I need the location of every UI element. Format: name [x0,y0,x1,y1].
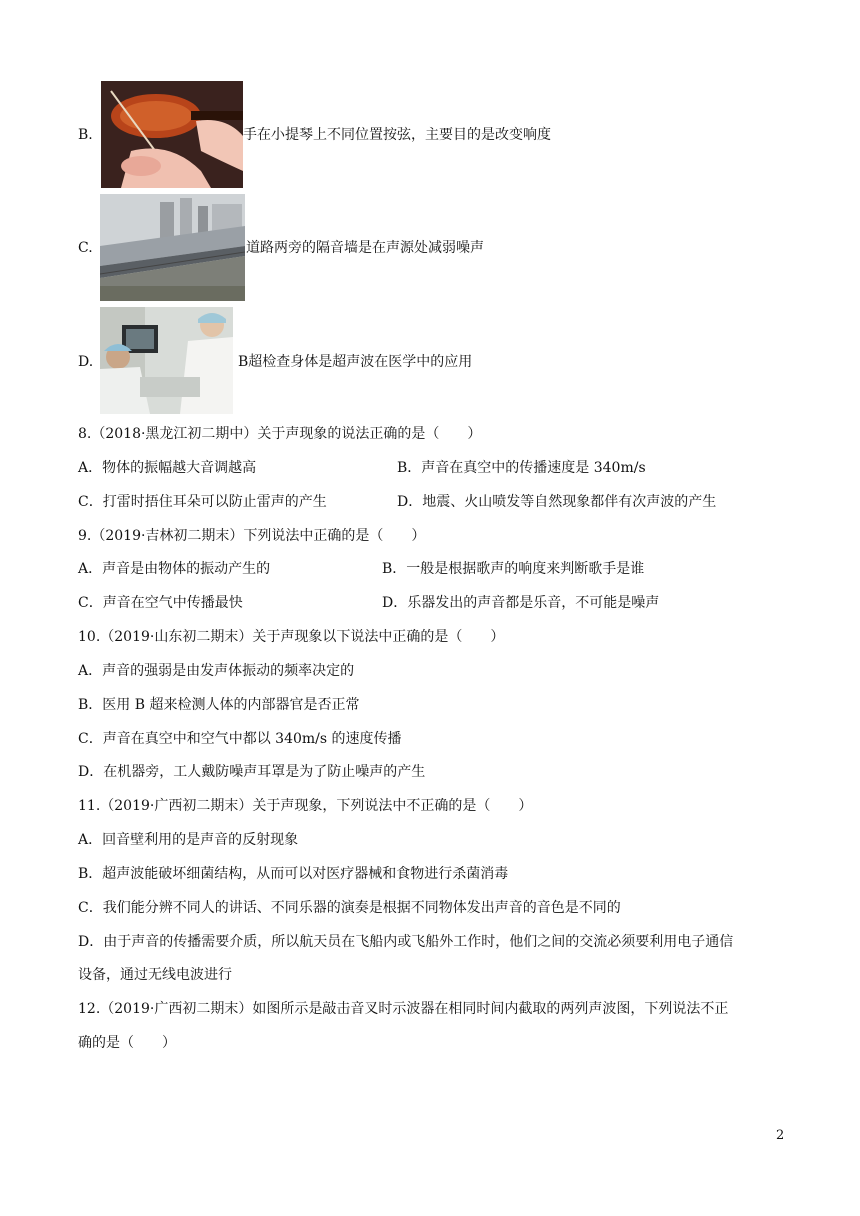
question-8-option-c: C．打雷时捂住耳朵可以防止雷声的产生 [78,494,327,510]
option-d-label: D. [78,354,94,370]
question-10-option-d: D．在机器旁，工人戴防噪声耳罩是为了防止噪声的产生 [78,764,426,780]
question-11-option-c: C．我们能分辨不同人的讲话、不同乐器的演奏是根据不同物体发出声音的音色是不同的 [78,900,621,916]
option-d-caption: B超检查身体是超声波在医学中的应用 [238,354,473,370]
page-number: 2 [776,1128,785,1143]
violin-photo [101,81,243,188]
question-11-option-a: A．回音壁利用的是声音的反射现象 [78,832,299,848]
question-10-option-c: C．声音在真空中和空气中都以 340m/s 的速度传播 [78,731,402,747]
question-9-option-c: C．声音在空气中传播最快 [78,595,243,611]
sound-barrier-photo [100,194,245,301]
question-9-option-b: B．一般是根据歌声的响度来判断歌手是谁 [382,561,645,577]
question-9-option-d: D．乐器发出的声音都是乐音，不可能是噪声 [382,595,660,611]
option-c-label: C. [78,240,93,256]
question-9-option-a: A．声音是由物体的振动产生的 [78,561,271,577]
question-11-option-d-cont: 设备，通过无线电波进行 [78,967,232,983]
question-8-option-d: D．地震、火山喷发等自然现象都伴有次声波的产生 [397,494,717,510]
question-10-option-b: B．医用 B 超来检测人体的内部器官是否正常 [78,697,360,713]
question-8-option-b: B．声音在真空中的传播速度是 340m/s [397,460,646,476]
question-10-option-a: A．声音的强弱是由发声体振动的频率决定的 [78,663,355,679]
option-c-caption: 道路两旁的隔音墙是在声源处减弱噪声 [246,240,484,256]
question-12-stem-cont: 确的是（ ） [78,1035,176,1051]
question-8-stem: 8.（2018·黑龙江初二期中）关于声现象的说法正确的是（ ） [78,426,482,442]
question-10-stem: 10.（2019·山东初二期末）关于声现象以下说法中正确的是（ ） [78,629,505,645]
question-11-stem: 11.（2019·广西初二期末）关于声现象，下列说法中不正确的是（ ） [78,798,533,814]
option-b-caption: 手在小提琴上不同位置按弦，主要目的是改变响度 [243,127,551,143]
ultrasound-photo [100,307,233,414]
question-11-option-b: B．超声波能破坏细菌结构，从而可以对医疗器械和食物进行杀菌消毒 [78,866,509,882]
question-11-option-d: D．由于声音的传播需要介质，所以航天员在飞船内或飞船外工作时，他们之间的交流必须要利用电子通信 [78,934,734,950]
question-9-stem: 9.（2019·吉林初二期末）下列说法中正确的是（ ） [78,528,426,544]
question-8-option-a: A．物体的振幅越大音调越高 [78,460,257,476]
option-b-label: B. [78,127,93,143]
question-12-stem: 12.（2019·广西初二期末）如图所示是敲击音叉时示波器在相同时间内截取的两列声波图，下列说法不正 [78,1001,729,1017]
